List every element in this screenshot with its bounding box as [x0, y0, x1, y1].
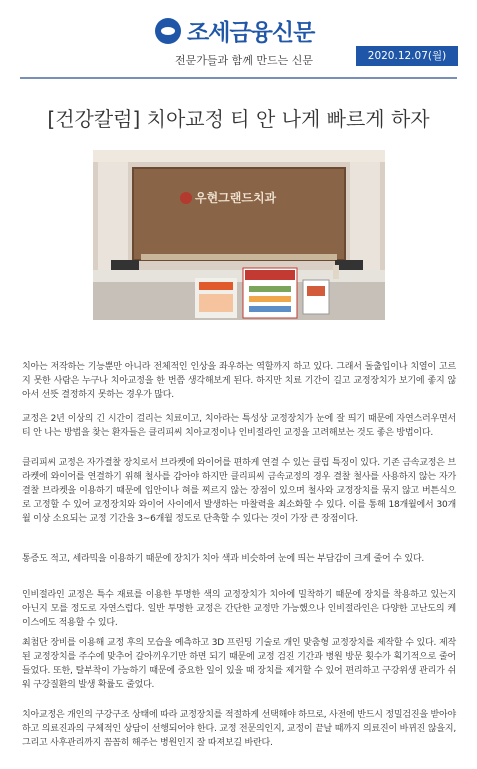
logo-emblem-icon: [155, 18, 181, 44]
newspaper-logo[interactable]: [155, 14, 314, 47]
article-photo: [93, 150, 385, 320]
header-divider: [20, 77, 457, 79]
article-paragraph-1: 치아는 저작하는 기능뿐만 아니라 전체적인 인상을 좌우하는 역할까지 하고 있다. 그래서 돌출입이나 치열이 고르지 못한 사람은 누구나 치아교정을 한 번쯤 생각해보게 된다. 하지만 치료 기간이 길고 교정장치가 보기에 좋지 않아서 선뜻 결정하지 못하는 경우가 많다.: [22, 362, 456, 400]
masthead: [0, 0, 477, 98]
logo-text: 조세금융신문: [187, 20, 315, 46]
clinic-sign-text: 우현그랜드치과: [195, 191, 277, 205]
article-title: [건강칼럼] 치아교정 티 안 나게 빠르게 하자: [47, 107, 430, 131]
article-paragraph-3: 클리피씨 교정은 자가결찰 장치로서 브라켓에 와이어를 편하게 연결 수 있는 클립 특징이 있다. 기존 금속교정은 브라켓에 와이어를 연결하기 위해 철사를 감아야 하지만 클리피씨 금속교정의 경우 결찰 철사를 사용하지 않는 자가결찰 브라켓을 이용하기 때문에 입안이나 혀를 찌르지 않는 장점이 있으며 철사와 교정장치를 묶지 않고 버튼식으로 고정할 수 있어 교정장치와 와이어 사이에서 발생하는 마찰력을 최소화할 수 있다. 이를 통해 18개월에서 30개월 이상 소요되는 교정 기간을 3~6개월 정도로 단축할 수 있다는 것이 가장 큰 장점이다.: [22, 458, 456, 524]
article-paragraph-4: 통증도 적고, 세라믹을 이용하기 때문에 장치가 치아 색과 비슷하여 눈에 띄는 부담감이 크게 줄어 수 있다.: [22, 554, 424, 564]
tagline: 전문가들과 함께 만드는 신문: [175, 54, 314, 67]
article-paragraph-7: 치아교정은 개인의 구강구조 상태에 따라 교정장치를 적절하게 선택해야 하므로, 사전에 반드시 정밀검진을 받아야 하고 의료진과의 구체적인 상담이 선행되어야 한다. 교정 전문의인지, 교정이 끝날 때까지 의료진이 바뀌진 않을지, 그리고 사후관리까지 꼼꼼히 해주는 병원인지 잘 따져보길 바란다.: [22, 710, 456, 748]
article-paragraph-2: 교정은 2년 이상의 긴 시간이 걸리는 치료이고, 치아라는 특성상 교정장치가 눈에 잘 띄기 때문에 자연스러우면서 티 안 나는 방법을 찾는 환자들은 클리피씨 치아교정이나 인비절라인 교정을 고려해보는 것도 좋은 방법이다.: [22, 414, 456, 438]
date-badge: 2020.12.07(월): [356, 46, 458, 66]
article-paragraph-6: 최첨단 장비를 이용해 교정 후의 모습을 예측하고 3D 프린팅 기술로 개인 맞춤형 교정장치를 제작할 수 있다. 제작된 교정장치를 주수에 맞추어 갈아끼우기만 하면 되기 때문에 교정 검진 기간과 병원 방문 횟수가 획기적으로 줄어들었다. 또한, 탈부착이 가능하기 때문에 중요한 일이 있을 때 장치를 제거할 수 있어 편리하고 구강위생 관리가 쉬워 구강질환의 발생 확률도 줄었다.: [22, 638, 456, 690]
article-paragraph-5: 인비절라인 교정은 특수 재료를 이용한 투명한 색의 교정장치가 치아에 밀착하기 때문에 장치를 착용하고 있는지 아닌지 모를 정도로 자연스럽다. 일반 투명한 교정은 간단한 교정만 가능했으나 인비절라인은 다양한 고난도의 케이스에도 적용할 수 있다.: [22, 590, 456, 628]
